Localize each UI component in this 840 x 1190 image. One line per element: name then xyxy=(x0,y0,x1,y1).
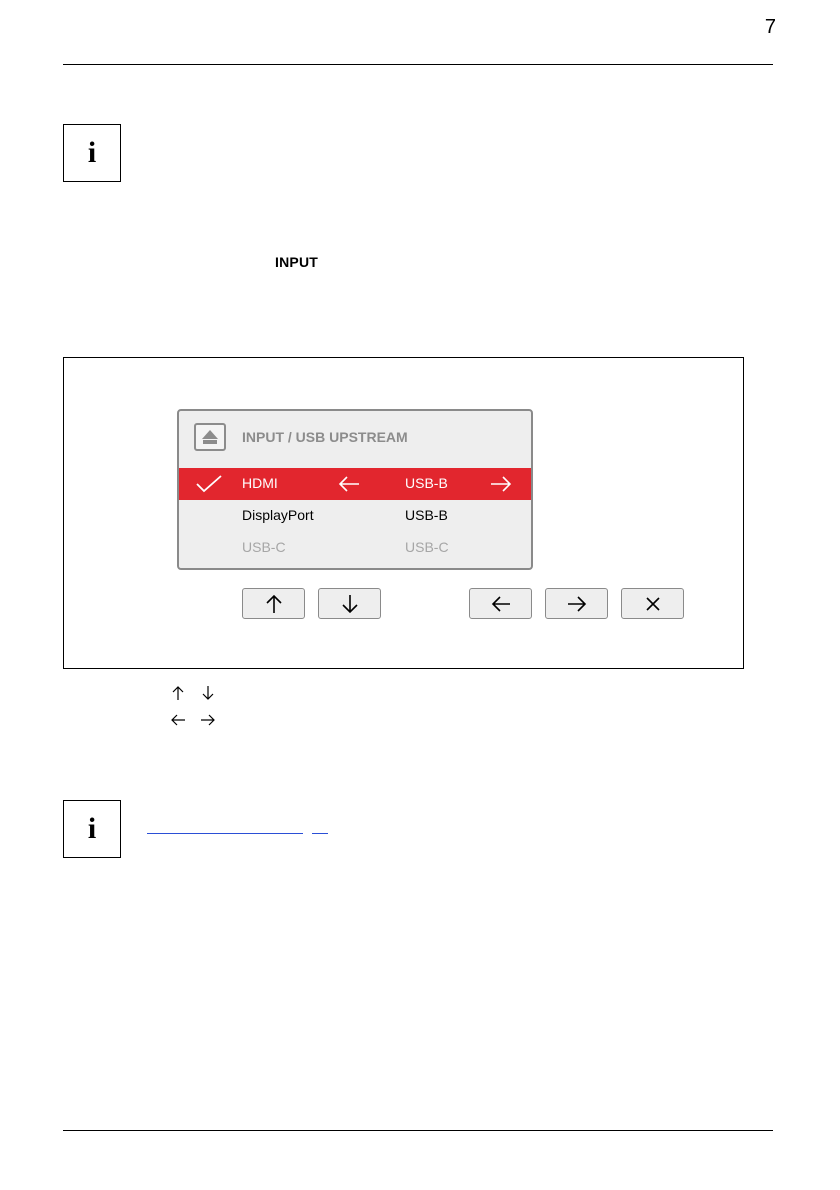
header-rule xyxy=(63,64,773,65)
arrow-down-icon xyxy=(341,594,359,614)
arrow-up-icon xyxy=(265,594,283,614)
osd-row-hdmi[interactable] xyxy=(179,468,531,500)
osd-row-displayport[interactable] xyxy=(179,500,531,532)
arrow-up-icon xyxy=(171,685,185,706)
info-icon: i xyxy=(63,124,121,182)
input-source-icon xyxy=(194,423,226,451)
arrow-right-icon xyxy=(567,595,587,613)
page-number: 7 xyxy=(764,16,776,38)
osd-right-button[interactable] xyxy=(545,588,608,619)
osd-down-button[interactable] xyxy=(318,588,381,619)
osd-menu-panel xyxy=(177,409,533,570)
footer-rule xyxy=(63,1130,773,1131)
info-icon: i xyxy=(63,800,121,858)
usb-upstream-name: USB-C xyxy=(405,539,449,555)
input-name: DisplayPort xyxy=(242,507,314,523)
input-name: HDMI xyxy=(242,475,278,491)
arrow-down-icon xyxy=(201,685,215,706)
arrow-right-icon xyxy=(490,475,512,498)
osd-row-usb-c xyxy=(179,532,531,564)
check-icon xyxy=(195,475,223,498)
input-name: USB-C xyxy=(242,539,286,555)
arrow-right-icon xyxy=(200,713,216,732)
arrow-left-icon xyxy=(338,475,360,498)
cross-reference-link[interactable] xyxy=(147,833,303,834)
osd-screenshot-frame xyxy=(63,357,744,669)
osd-up-button[interactable] xyxy=(242,588,305,619)
osd-close-button[interactable] xyxy=(621,588,684,619)
usb-upstream-name: USB-B xyxy=(405,475,448,491)
usb-upstream-name: USB-B xyxy=(405,507,448,523)
osd-left-button[interactable] xyxy=(469,588,532,619)
arrow-left-icon xyxy=(491,595,511,613)
page-reference-link[interactable] xyxy=(312,833,328,834)
arrow-left-icon xyxy=(170,713,186,732)
osd-title: INPUT / USB UPSTREAM xyxy=(242,429,408,445)
input-key-label: INPUT xyxy=(275,254,318,270)
close-icon xyxy=(645,596,661,612)
